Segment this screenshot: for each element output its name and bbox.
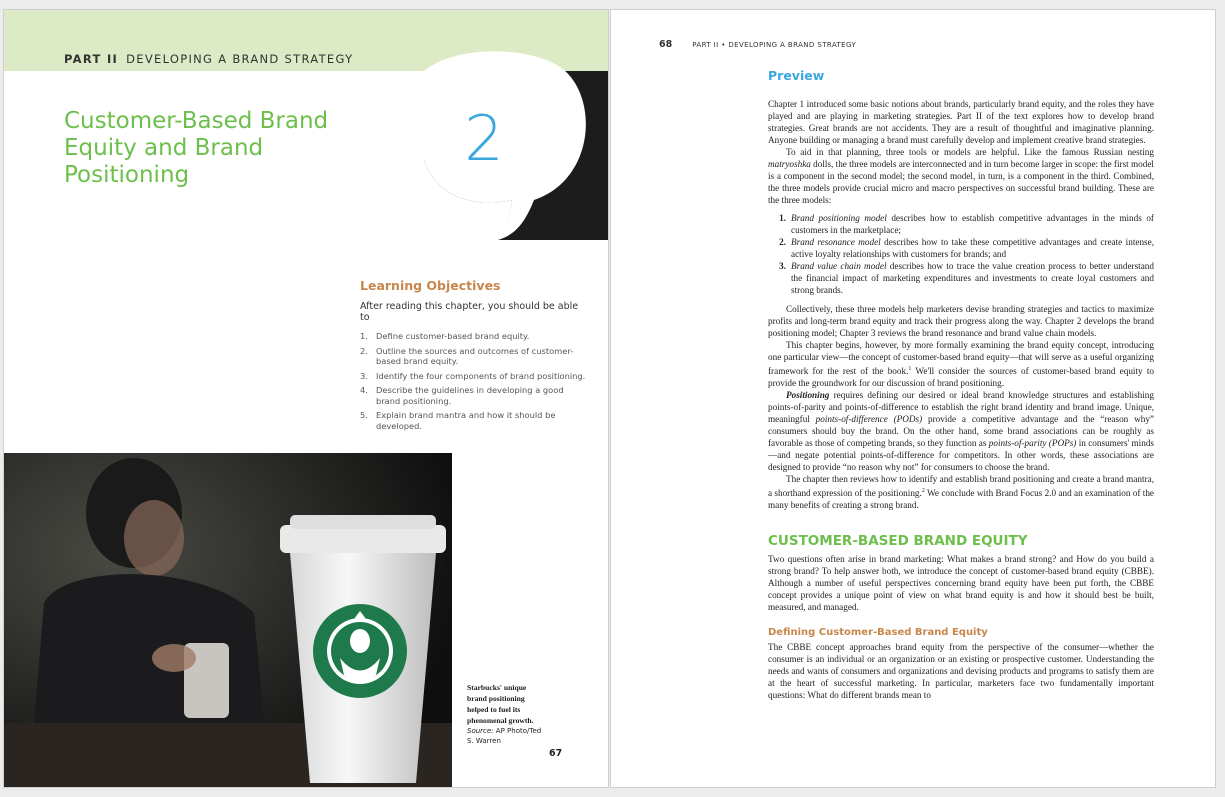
right-page [611,10,1215,787]
page-number: 67 [549,748,563,759]
list-item: 1. Define customer-based brand equity. [360,331,530,341]
list-item: 2. Outline the sources and outcomes of customer-based brand equity. [360,345,574,366]
starbucks-photo [4,453,452,787]
starbucks-cup-image [4,453,452,787]
photo-caption: Starbucks' unique brand positioning helped to fuel its phenomenal growth. Source: AP Photo/Ted S. Warren [467,683,542,745]
section-heading: CUSTOMER-BASED BRAND EQUITY [768,533,1028,550]
learning-objectives-heading: Learning Objectives [360,278,501,293]
list-item: 1. Brand positioning model describes how to establish competitive advantages in the minds of customers in the marketplace; [779,213,1154,235]
subsection-heading: Defining Customer-Based Brand Equity [768,627,988,639]
preview-heading: Preview [768,68,825,83]
paragraph: Two questions often arise in brand marketing: What makes a brand strong? and How do you build a strong brand? To help answer both, we introduce the concept of customer-based brand equity (CBBE). Although a number of useful perspectives concerning brand equity have been put forth, the CBBE concept provides a unique point of view on what brand equity is and how it should best be built, measured, and managed. [768,554,1154,613]
paragraph: This chapter begins, however, by more formally examining the brand equity concept, introducing one particular view—the concept of customer-based brand equity—that will serve as a useful organizing framework for the rest of the book.$^1$ We'll consider the sources of customer-based brand equity to provide the groundwork for our discussion of brand positioning. [768,340,1154,389]
paragraph: The CBBE concept approaches brand equity from the perspective of the consumer—whether the consumer is an individual or an organization or an existing or prospective customer. Understanding the needs and wants of consumers and organizations and devising products and programs to satisfy them are at the heart of successful marketing. In particular, marketers face two fundamentally important questions: What do different brands mean to [768,642,1154,701]
paragraph: Collectively, these three models help marketers devise branding strategies and tactics to maximize profits and long-term brand equity and track their progress along the way. Chapter 2 develops the brand positioning model; Chapter 3 reviews the brand resonance and brand value chain models. [768,304,1154,338]
list-item: 3. Identify the four components of brand positioning. [360,370,586,381]
paragraph: Chapter 1 introduced some basic notions about brands, particularly brand equity, and the roles they have played and are playing in marketing strategies. Part II of the text explores how to develop brand strategies. Great brands are not accidents. They are a result of thoughtful and imaginative planning. Anyone building or managing a brand must carefully develop and implement creative brand strategies. [768,99,1154,145]
learning-objectives [360,278,590,435]
models-list [768,212,1154,296]
paragraph: To aid in that planning, three tools or models are helpful. Like the famous Russian nesting matryoshka dolls, the three models are interconnected and in turn become larger in scope: the first model is a component in the second model; the second model, in turn, is a component in the third. Combined, the three models provide crucial micro and macro perspectives on successful brand building. These are the three models: [768,147,1154,205]
list-item: 5. Explain brand mantra and how it should be developed. [360,410,556,431]
left-page [4,10,608,787]
part-label: PART II DEVELOPING A BRAND STRATEGY [64,52,354,66]
chapter-number-graphic [424,50,608,250]
chapter-title: Customer-Based Brand Equity and Brand Positioning [64,108,329,188]
body-text [768,68,1154,701]
chapter-number: 2 [464,102,504,175]
list-item: 4. Describe the guidelines in developing a good brand positioning. [360,385,564,406]
page-number: 68 [659,39,673,50]
paragraph: Positioning requires defining our desired or ideal brand knowledge structures and establishing points-of-parity and points-of-difference to establish the right brand identity and brand image. Unique, meaningful points-of-difference (PODs) provide a competitive advantage and the “reason why” consumers should buy the brand. On the other hand, some brand associations can be roughly as favorable as those of competing brands, so they function as points-of-parity (POPs) in consumers' minds—and negate potential points-of-difference for competitors. In other words, these associations are designed to provide “no reason why not” for consumers to choose the brand. [768,390,1155,473]
learning-objectives-list [360,331,590,431]
list-item: 3. Brand value chain model describes how to trace the value creation process to better understand the financial impact of marketing expenditures and investments to create loyal customers and strong brands. [779,261,1154,295]
paragraph: The chapter then reviews how to identify and establish brand positioning and create a brand mantra, a shorthand expression of the positioning.$^2$ We conclude with Brand Focus 2.0 and an examination of the many benefits of creating a strong brand. [768,474,1154,511]
list-item: 2. Brand resonance model describes how to take these competitive advantages and create intense, active loyalty relationships with customers for brands; and [779,237,1155,259]
running-header: 68 PART II • DEVELOPING A BRAND STRATEGY [659,39,857,50]
learning-objectives-intro: After reading this chapter, you should be able to [360,301,579,323]
